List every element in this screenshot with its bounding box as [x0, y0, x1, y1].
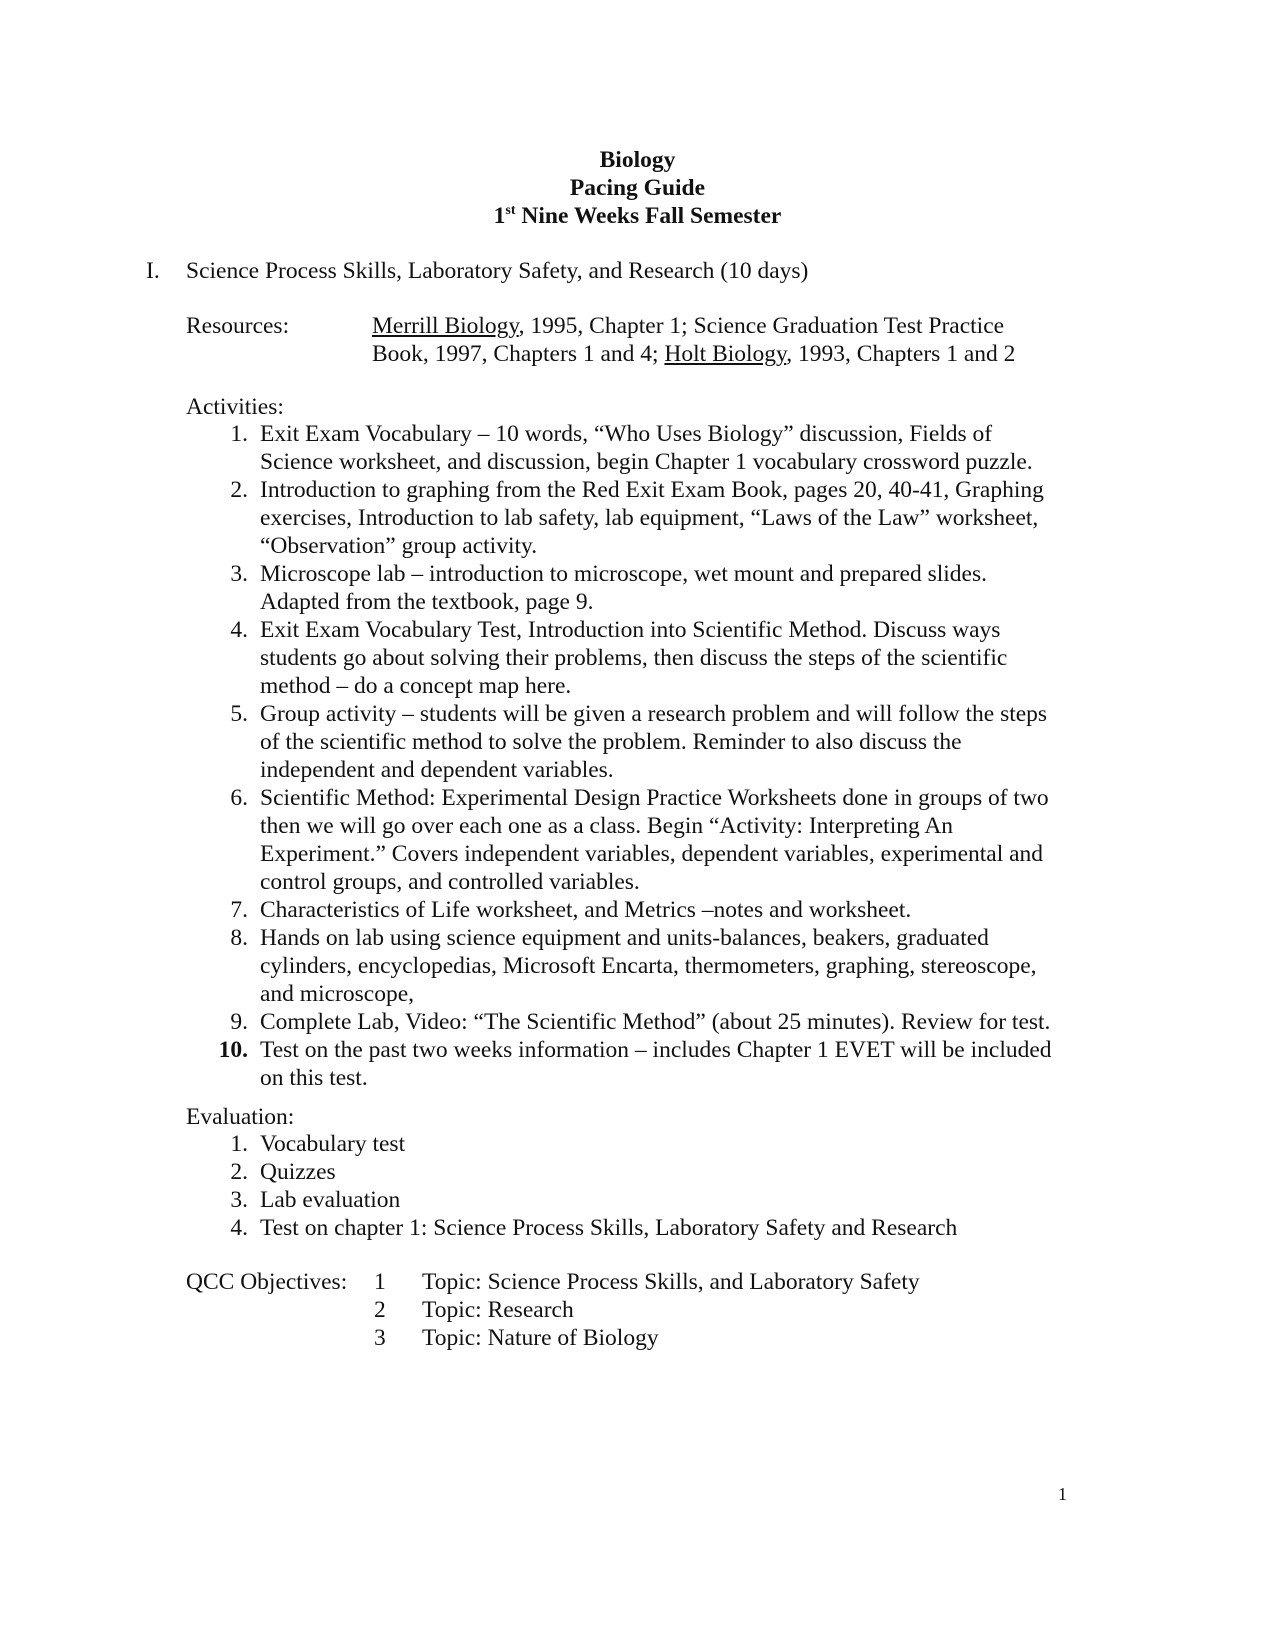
qcc-objective-row: 2 Topic: Research: [374, 1297, 574, 1323]
activity-item: 3. Microscope lab – introduction to microscope, wet mount and prepared slides. Adapted from the textbook, page 9.: [230, 561, 988, 615]
activity-item: 10. Test on the past two weeks information – includes Chapter 1 EVET will be included on this test.: [218, 1037, 1052, 1091]
book-title-holt: Holt Biology: [664, 341, 787, 367]
evaluation-item: 1. Vocabulary test: [230, 1131, 406, 1157]
page-number: 1: [1058, 1484, 1067, 1504]
activities-label: Activities:: [186, 394, 284, 420]
activities-list: [214, 420, 1114, 1092]
title-line-subject: Biology: [599, 147, 676, 173]
resources-text: [372, 312, 1092, 368]
document-title: [0, 146, 1275, 230]
title-line-guide: Pacing Guide: [569, 175, 706, 201]
section-heading-text: Science Process Skills, Laboratory Safety, and Research (10 days): [186, 258, 809, 284]
qcc-label: QCC Objectives:: [186, 1269, 348, 1295]
evaluation-item: 2. Quizzes: [230, 1159, 336, 1185]
evaluation-item: 4. Test on chapter 1: Science Process Skills, Laboratory Safety and Research: [230, 1215, 958, 1241]
resources-line-2: Book, 1997, Chapters 1 and 4; Holt Biology, 1993, Chapters 1 and 2: [372, 341, 1016, 367]
activity-item: 1. Exit Exam Vocabulary – 10 words, “Who Uses Biology” discussion, Fields of Science worksheet, and discussion, begin Chapter 1 vocabulary crossword puzzle.: [230, 421, 1033, 475]
section-heading: [146, 257, 808, 285]
activity-item: 4. Exit Exam Vocabulary Test, Introduction into Scientific Method. Discuss ways students go about solving their problems, then discuss the steps of the scientific method – do a concept map here.: [230, 617, 1008, 699]
activity-item: 7. Characteristics of Life worksheet, and Metrics –notes and worksheet.: [230, 897, 912, 923]
section-numeral: I.: [146, 258, 160, 284]
activity-item: 2. Introduction to graphing from the Red Exit Exam Book, pages 20, 40-41, Graphing exercises, Introduction to lab safety, lab equipment, “Laws of the Law” worksheet, “Observation” group activity.: [230, 477, 1044, 559]
evaluation-list: [214, 1130, 1114, 1242]
activity-item: 8. Hands on lab using science equipment and units-balances, beakers, graduated cylinders, encyclopedias, Microsoft Encarta, thermometers, graphing, stereoscope, and microscope,: [230, 925, 1037, 1007]
activity-item: 5. Group activity – students will be given a research problem and will follow the steps of the scientific method to solve the problem. Reminder to also discuss the independent and dependent variables.: [230, 701, 1048, 783]
qcc-objective-row: 1 Topic: Science Process Skills, and Laboratory Safety: [374, 1269, 920, 1295]
evaluation-label: Evaluation:: [186, 1104, 295, 1130]
title-line-term: 1st Nine Weeks Fall Semester: [493, 203, 782, 229]
qcc-objective-row: 3 Topic: Nature of Biology: [374, 1325, 659, 1351]
activity-item: 6. Scientific Method: Experimental Design Practice Worksheets done in groups of two then we will go over each one as a class. Begin “Activity: Interpreting An Experiment.” Covers independent variables, dependent variables, experimental and control groups, and controlled variables.: [230, 785, 1049, 895]
resources-label: Resources:: [186, 313, 290, 339]
resources-line-1: Merrill Biology, 1995, Chapter 1; Science Graduation Test Practice: [372, 313, 1005, 339]
book-title-merrill: Merrill Biology: [372, 313, 519, 339]
activity-item: 9. Complete Lab, Video: “The Scientific Method” (about 25 minutes). Review for test.: [230, 1009, 1051, 1035]
evaluation-item: 3. Lab evaluation: [230, 1187, 401, 1213]
